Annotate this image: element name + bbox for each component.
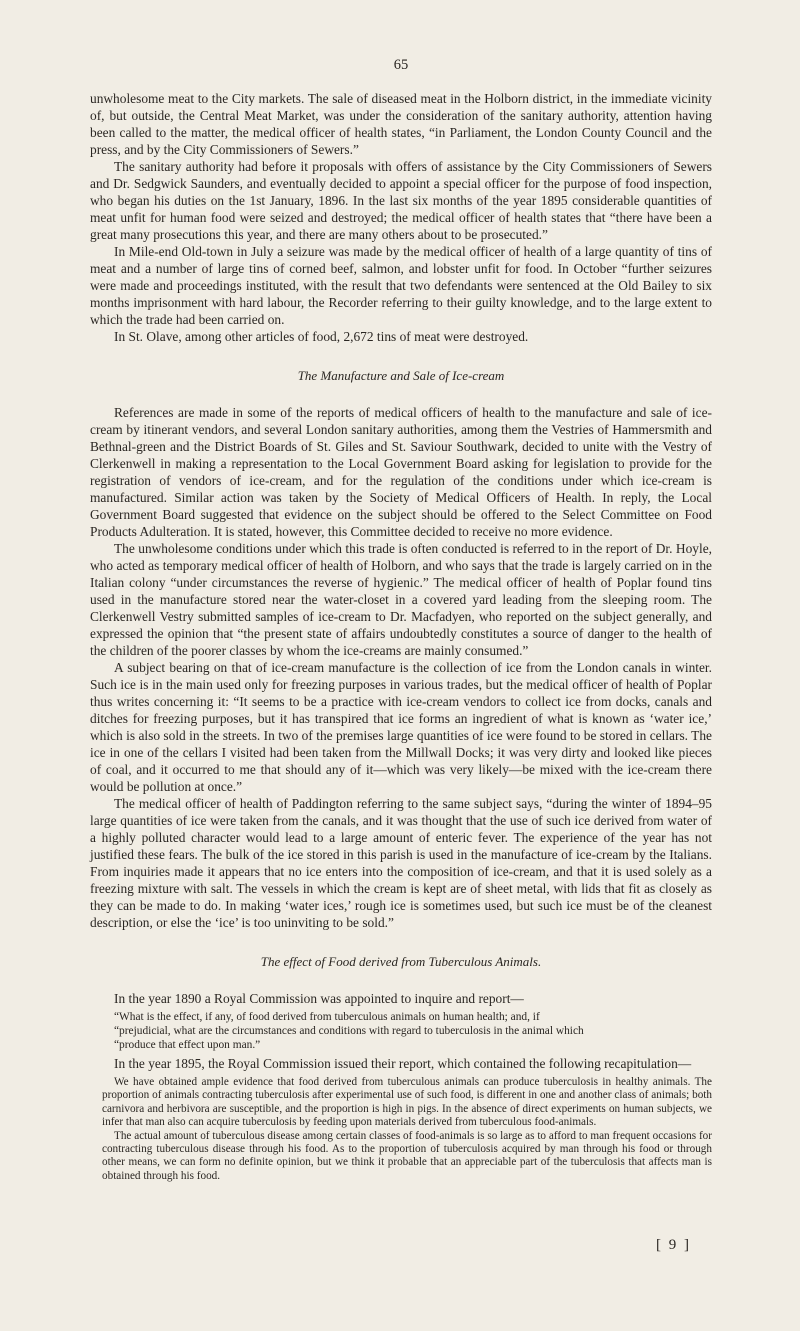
recapitulation-paragraph: We have obtained ample evidence that food derived from tuberculous animals can produce tuberculosis in healthy animals. The proportion of animals contracting tuberculosis after experimental use of such food, is different in one and another class of animals; both carnivora and herbivora are susceptible, and the proportion is high in pigs. In the absence of direct experiments on human subjects, we infer that man also can acquire tuberculosis by feeding upon materials derived from tuberculous food-animals. (102, 1076, 712, 1129)
paragraph: A subject bearing on that of ice-cream manufacture is the collection of ice from the London canals in winter. Such ice is in the main used only for freezing purposes in various trades, but the medical officer of health of Poplar thus writes concerning it: “It seems to be a practice with ice-cream vendors to collect ice from docks, canals and ditches for freezing purposes, but it has transpired that ice forms an ingredient of what is known as ‘water ice,’ which is also sold in the streets. In two of the premises large quantities of ice were found to be stored in cellars. The ice in one of the cellars I visited had been taken from the Millwall Docks; it was very dirty and looked like pieces of coal, and it occurred to me that should any of it—which was very likely—be mixed with the ice-cream there would be pollution at once.” (90, 660, 712, 794)
commission-terms-quote (90, 1010, 712, 1052)
paragraph: In the year 1890 a Royal Commission was appointed to inquire and report— (114, 991, 524, 1006)
paragraph: In the year 1895, the Royal Commission issued their report, which contained the following recapitulation— (114, 1056, 692, 1071)
section-tuberculous-animals (90, 953, 712, 1183)
section-heading: The Manufacture and Sale of Ice-cream (297, 368, 505, 383)
paragraph: In St. Olave, among other articles of food, 2,672 tins of meat were destroyed. (114, 329, 529, 344)
recapitulation-paragraph: The actual amount of tuberculous disease among certain classes of food-animals is so large as to afford to man frequent occasions for contracting tuberculous disease through his food. As to the proportion of tuberculosis acquired by man through his food or through other means, we can form no definite opinion, but we think it probable that an appreciable part of the tuberculosis that affects man is obtained through his food. (102, 1129, 712, 1182)
commission-recapitulation (90, 1076, 712, 1183)
sheet-signature-mark: [ 9 ] (656, 1237, 691, 1253)
paragraph: The sanitary authority had before it proposals with offers of assistance by the City Commissioners of Sewers and Dr. Sedgwick Saunders, and eventually decided to appoint a special officer for the purpose of food inspection, who began his duties on the 1st January, 1896. In the last six months of the year 1895 considerable quantities of meat unfit for human food were seized and destroyed; the medical officer of health states that “there have been a great many prosecutions this year, and there are many others about to be prosecuted.” (90, 159, 712, 242)
section-diseased-meat (90, 90, 712, 345)
quote-line: “produce that effect upon man.” (114, 1039, 261, 1051)
quote-line: “prejudicial, what are the circumstances and conditions with regard to tuberculosis in the animal which (114, 1025, 584, 1037)
quote-line: “What is the effect, if any, of food derived from tuberculous animals on human health; and, if (114, 1011, 540, 1023)
paragraph: unwholesome meat to the City markets. The sale of diseased meat in the Holborn district, in the immediate vicinity of, but outside, the Central Meat Market, was under the consideration of the sanitary authority, attention having been called to the matter, the medical officer of health states, “in Parliament, the London County Council and the press, and by the City Commissioners of Sewers.” (90, 91, 712, 157)
paragraph: In Mile-end Old-town in July a seizure was made by the medical officer of health of a large quantity of tins of meat and a number of large tins of corned beef, salmon, and lobster unfit for food. In October “further seizures were made and proceedings instituted, with the result that two defendants were sentenced at the Old Bailey to six months imprisonment with hard labour, the Recorder referring to their guilty knowledge, and to the large extent to which the trade had been carried on. (90, 244, 712, 327)
paragraph: References are made in some of the reports of medical officers of health to the manufacture and sale of ice-cream by itinerant vendors, and several London sanitary authorities, among them the Vestries of Hammersmith and Bethnal-green and the District Boards of St. Giles and St. Saviour Southwark, decided to unite with the Vestry of Clerkenwell in making a representation to the Local Government Board asking for legislation to provide for the registration of vendors of ice-cream, and for the regulation of the conditions under which ice-cream is manufactured. Similar action was taken by the Society of Medical Officers of Health. In reply, the Local Government Board suggested that evidence on the subject should be offered to the Select Committee on Food Products Adulteration. It is stated, however, this Committee decided to receive no more evidence. (90, 405, 712, 539)
document-body (90, 90, 712, 1183)
paragraph: The unwholesome conditions under which this trade is often conducted is referred to in the report of Dr. Hoyle, who acted as temporary medical officer of health of Holborn, and who says that the trade is largely carried on in the Italian colony “under circumstances the reverse of hygienic.” The medical officer of health of Poplar found tins used in the manufacture stored near the water-closet in a covered yard leading from the sleeping room. The Clerkenwell Vestry submitted samples of ice-cream to Dr. Macfadyen, who reported on the subject generally, and expressed the opinion that “the present state of affairs undoubtedly constitutes a source of danger to the health of the children of the poorer classes by whom the ice-creams are mainly consumed.” (90, 541, 712, 658)
paragraph: The medical officer of health of Paddington referring to the same subject says, “during the winter of 1894–95 large quantities of ice were taken from the canals, and it was thought that the use of such ice derived from water of a highly polluted character would lead to a large amount of enteric fever. The experience of the year has not justified these fears. The bulk of the ice stored in this parish is used in the manufacture of ice-cream by the Italians. From inquiries made it appears that no ice enters into the composition of ice-cream, and that it is used solely as a freezing mixture with salt. The vessels in which the cream is kept are of sheet metal, with lids that fit as closely as they can be made to do. In making ‘water ices,’ rough ice is sometimes used, but such ice must be of the cleanest description, or else the ‘ice’ is too uninviting to be sold.” (90, 796, 712, 930)
section-ice-cream (90, 367, 712, 931)
page-number: 65 (393, 57, 409, 73)
section-heading: The effect of Food derived from Tuberculous Animals. (260, 954, 542, 969)
